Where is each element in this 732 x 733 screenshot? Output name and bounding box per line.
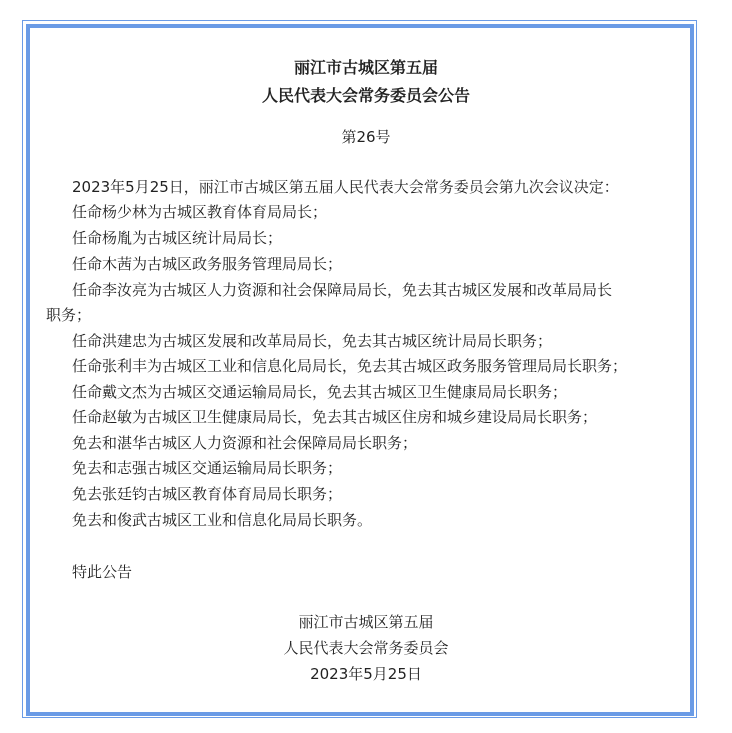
list-item: 免去和志强古城区交通运输局局长职务； (72, 459, 343, 477)
list-item: 任命杨胤为古城区统计局局长； (72, 229, 283, 247)
list-item: 任命赵敏为古城区卫生健康局局长，免去其古城区住房和城乡建设局局长职务； (72, 408, 598, 426)
list-item: 任命戴文杰为古城区交通运输局局长，免去其古城区卫生健康局局长职务； (72, 383, 568, 401)
list-item: 任命木茜为古城区政务服务管理局局长； (72, 255, 343, 273)
closing-text: 特此公告 (72, 563, 133, 581)
list-item: 任命张利丰为古城区工业和信息化局局长，免去其古城区政务服务管理局局长职务； (72, 357, 628, 375)
title-line-1: 丽江市古城区第五届 (293, 58, 438, 77)
intro-paragraph: 2023年5月25日，丽江市古城区第五届人民代表大会常务委员会第九次会议决定： (72, 178, 619, 196)
document-number: 第26号 (341, 128, 391, 146)
signature-date: 2023年5月25日 (310, 665, 422, 683)
list-item: 免去和俊武古城区工业和信息化局局长职务。 (72, 511, 373, 529)
signature-line-1: 丽江市古城区第五届 (298, 613, 434, 631)
title-line-2: 人民代表大会常务委员会公告 (261, 86, 470, 105)
list-item: 任命洪建忠为古城区发展和改革局局长，免去其古城区统计局局长职务； (72, 332, 553, 350)
list-item: 任命杨少林为古城区教育体育局局长； (72, 203, 328, 221)
signature-line-2: 人民代表大会常务委员会 (283, 639, 449, 657)
list-item-continuation: 职务； (46, 306, 92, 324)
list-item: 免去张廷钧古城区教育体育局局长职务； (72, 485, 343, 503)
list-item: 免去和湛华古城区人力资源和社会保障局局长职务； (72, 434, 418, 452)
list-item: 任命李汝亮为古城区人力资源和社会保障局局长，免去其古城区发展和改革局局长 (72, 281, 613, 299)
